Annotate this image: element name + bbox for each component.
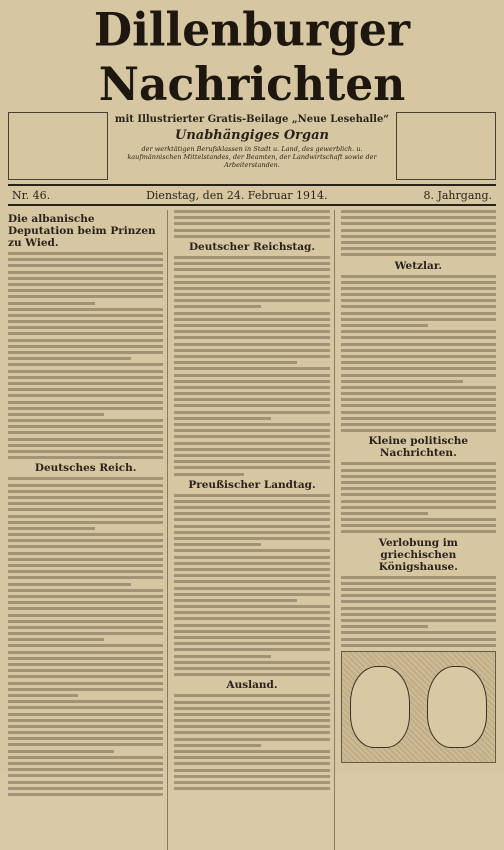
text-line	[8, 787, 163, 790]
text-line	[174, 661, 329, 664]
text-line	[8, 252, 163, 255]
text-line	[174, 556, 329, 559]
text-line	[174, 343, 329, 346]
text-line	[174, 448, 329, 451]
supplement-note: mit Illustrierter Gratis-Beilage „Neue Lesehalle“	[114, 114, 390, 125]
text-line	[8, 484, 163, 487]
text-line	[174, 611, 329, 614]
text-line	[174, 324, 329, 327]
text-line	[341, 305, 496, 308]
text-line	[8, 589, 163, 592]
text-line	[8, 339, 163, 342]
headline-wetzlar: Wetzlar.	[394, 259, 443, 272]
text-line	[174, 599, 297, 602]
organ-subtitle: der werktätigen Berufsklassen in Stadt u. Land, des gewerblich. u. kaufmännischen Mittelstandes, der Beamten, der Landwirtschaft sowie der Arbeiterstanden.	[127, 145, 377, 169]
text-line	[174, 694, 329, 697]
text-line	[341, 481, 496, 484]
text-line	[8, 663, 163, 666]
text-line	[174, 738, 329, 741]
text-line	[341, 512, 428, 515]
text-line	[174, 235, 329, 238]
text-line	[341, 613, 496, 616]
text-line	[174, 268, 329, 271]
text-line	[8, 762, 163, 765]
text-line	[8, 283, 163, 286]
text-line	[174, 287, 329, 290]
left-info-box	[8, 112, 108, 180]
text-line	[341, 281, 496, 284]
text-line	[8, 456, 163, 459]
text-line	[341, 576, 496, 579]
text-line	[174, 466, 329, 469]
text-line	[341, 594, 496, 597]
text-line	[8, 450, 163, 453]
text-line	[341, 607, 496, 610]
text-line	[341, 229, 496, 232]
issue-year: 8. Jahrgang.	[423, 188, 492, 202]
text-line	[174, 707, 329, 710]
text-line	[174, 318, 329, 321]
text-line	[341, 241, 496, 244]
text-line	[174, 750, 329, 753]
text-line	[8, 595, 163, 598]
text-line	[341, 625, 428, 628]
text-line	[8, 419, 163, 422]
text-line	[174, 617, 329, 620]
text-line	[341, 524, 496, 527]
text-line	[8, 401, 163, 404]
masthead-subrow	[8, 112, 496, 182]
text-line	[174, 336, 329, 339]
text-line	[174, 380, 329, 383]
text-line	[174, 713, 329, 716]
text-line	[8, 774, 163, 777]
text-line	[174, 262, 329, 265]
column-1	[8, 210, 168, 850]
column-3-text-d	[341, 576, 496, 647]
text-line	[341, 404, 496, 407]
issue-number: Nr. 46.	[12, 188, 51, 202]
text-line	[174, 210, 329, 213]
text-line	[8, 490, 163, 493]
text-line	[8, 477, 163, 480]
text-line	[8, 413, 104, 416]
text-line	[174, 216, 329, 219]
text-line	[341, 312, 496, 315]
text-line	[8, 607, 163, 610]
text-line	[8, 407, 163, 410]
text-line	[341, 324, 428, 327]
text-line	[174, 512, 329, 515]
text-line	[341, 506, 496, 509]
text-line	[8, 781, 163, 784]
text-line	[8, 314, 163, 317]
text-line	[8, 289, 163, 292]
text-line	[8, 533, 163, 536]
text-line	[174, 305, 261, 308]
text-line	[174, 275, 329, 278]
column-1-text-b	[8, 477, 163, 796]
text-line	[341, 361, 496, 364]
text-line	[174, 648, 329, 651]
text-line	[174, 719, 329, 722]
text-line	[8, 675, 163, 678]
portrait-right	[427, 666, 487, 748]
text-line	[174, 374, 329, 377]
text-line	[341, 367, 496, 370]
text-line	[341, 500, 496, 503]
text-line	[8, 332, 163, 335]
text-line	[174, 673, 329, 676]
column-2-text-c	[174, 494, 329, 676]
right-info-box	[396, 112, 496, 180]
headline-verlobung: Verlobung im griechischen Königshause.	[378, 536, 458, 573]
text-line	[174, 605, 329, 608]
text-line	[8, 394, 163, 397]
text-line	[174, 411, 329, 414]
column-2	[174, 210, 334, 850]
headline-kleine: Kleine politische Nachrichten.	[368, 435, 469, 460]
column-2-text-a	[174, 210, 329, 238]
headline-landtag: Preußischer Landtag.	[188, 478, 316, 491]
text-line	[8, 620, 163, 623]
text-line	[174, 460, 329, 463]
text-line	[174, 361, 297, 364]
text-line	[174, 293, 329, 296]
text-line	[8, 539, 163, 542]
text-line	[174, 725, 329, 728]
text-line	[174, 386, 329, 389]
text-line	[341, 530, 496, 533]
text-line	[174, 775, 329, 778]
text-line	[8, 570, 163, 573]
text-line	[341, 330, 496, 333]
text-line	[8, 376, 163, 379]
text-line	[8, 558, 163, 561]
text-line	[8, 700, 163, 703]
text-line	[8, 527, 95, 530]
text-line	[174, 762, 329, 765]
text-line	[8, 706, 163, 709]
text-line	[8, 264, 163, 267]
text-line	[341, 411, 496, 414]
text-line	[341, 582, 496, 585]
text-line	[174, 281, 329, 284]
text-line	[8, 308, 163, 311]
text-line	[341, 355, 496, 358]
text-line	[174, 655, 270, 658]
issue-date: Dienstag, den 24. Februar 1914.	[146, 188, 328, 202]
text-line	[341, 287, 496, 290]
text-line	[341, 518, 496, 521]
text-line	[174, 756, 329, 759]
text-line	[174, 593, 329, 596]
column-2-text-b	[174, 256, 329, 476]
text-line	[8, 271, 163, 274]
text-line	[8, 357, 131, 360]
text-line	[174, 630, 329, 633]
text-line	[341, 318, 496, 321]
text-line	[174, 417, 270, 420]
text-line	[174, 500, 329, 503]
text-line	[174, 562, 329, 565]
text-line	[174, 429, 329, 432]
text-line	[8, 370, 163, 373]
text-line	[174, 731, 329, 734]
text-line	[8, 750, 114, 753]
text-line	[8, 326, 163, 329]
column-3-text-b	[341, 275, 496, 433]
text-line	[341, 417, 496, 420]
text-line	[8, 651, 163, 654]
text-line	[8, 694, 78, 697]
text-line	[8, 552, 163, 555]
text-line	[8, 431, 163, 434]
text-line	[174, 435, 329, 438]
text-line	[174, 531, 329, 534]
text-line	[174, 636, 329, 639]
text-line	[341, 343, 496, 346]
text-line	[8, 508, 163, 511]
text-line	[174, 744, 261, 747]
text-line	[8, 363, 163, 366]
text-line	[341, 588, 496, 591]
text-line	[174, 587, 329, 590]
text-line	[8, 295, 163, 298]
column-1-text-a	[8, 252, 163, 459]
text-line	[341, 336, 496, 339]
text-line	[174, 642, 329, 645]
headline-albanian: Die albanische Deputation beim Prinzen zu Wied.	[8, 213, 156, 249]
text-line	[341, 275, 496, 278]
column-2-text-d	[174, 694, 329, 790]
text-line	[341, 380, 464, 383]
text-line	[8, 657, 163, 660]
text-line	[8, 258, 163, 261]
portrait-left	[350, 666, 410, 748]
text-line	[8, 351, 163, 354]
text-line	[341, 619, 496, 622]
text-line	[174, 349, 329, 352]
text-line	[8, 614, 163, 617]
text-line	[8, 388, 163, 391]
text-line	[341, 210, 496, 213]
text-line	[8, 688, 163, 691]
text-line	[341, 475, 496, 478]
text-line	[174, 494, 329, 497]
column-3	[341, 210, 496, 850]
headline-reichstag: Deutscher Reichstag.	[188, 240, 316, 253]
text-line	[8, 632, 163, 635]
text-line	[174, 398, 329, 401]
text-line	[8, 719, 163, 722]
text-line	[8, 345, 163, 348]
text-line	[8, 515, 163, 518]
text-line	[341, 374, 496, 377]
text-line	[8, 496, 163, 499]
text-line	[174, 229, 329, 232]
text-line	[174, 222, 329, 225]
dateline	[8, 184, 496, 206]
text-line	[8, 382, 163, 385]
article-columns	[8, 210, 496, 850]
text-line	[174, 568, 329, 571]
masthead-title: Dillenburger Nachrichten	[93, 3, 411, 112]
text-line	[341, 349, 496, 352]
text-line	[8, 576, 163, 579]
text-line	[174, 454, 329, 457]
text-line	[174, 330, 329, 333]
text-line	[341, 487, 496, 490]
text-line	[8, 438, 163, 441]
text-line	[341, 299, 496, 302]
text-line	[174, 506, 329, 509]
text-line	[341, 423, 496, 426]
text-line	[8, 768, 163, 771]
text-line	[174, 580, 329, 583]
text-line	[8, 793, 163, 796]
text-line	[174, 299, 329, 302]
text-line	[174, 537, 329, 540]
text-line	[341, 631, 496, 634]
text-line	[8, 320, 163, 323]
text-line	[8, 502, 163, 505]
text-line	[8, 626, 163, 629]
text-line	[174, 781, 329, 784]
text-line	[174, 473, 244, 476]
organ-title: Unabhängiges Organ	[174, 128, 329, 143]
text-line	[8, 521, 163, 524]
text-line	[174, 355, 329, 358]
text-line	[8, 277, 163, 280]
text-line	[341, 398, 496, 401]
text-line	[174, 525, 329, 528]
text-line	[8, 644, 163, 647]
text-line	[174, 624, 329, 627]
text-line	[8, 669, 163, 672]
text-line	[341, 493, 496, 496]
text-line	[341, 462, 496, 465]
text-line	[174, 543, 261, 546]
text-line	[341, 216, 496, 219]
text-line	[8, 713, 163, 716]
text-line	[174, 423, 329, 426]
text-line	[8, 564, 163, 567]
headline-reich: Deutsches Reich.	[34, 462, 137, 475]
text-line	[8, 737, 163, 740]
text-line	[8, 638, 104, 641]
text-line	[174, 769, 329, 772]
text-line	[174, 312, 329, 315]
text-line	[341, 386, 496, 389]
text-line	[341, 638, 496, 641]
text-line	[8, 302, 95, 305]
text-line	[174, 256, 329, 259]
text-line	[174, 367, 329, 370]
text-line	[341, 644, 496, 647]
column-3-text-a	[341, 210, 496, 256]
column-3-text-c	[341, 462, 496, 533]
text-line	[341, 247, 496, 250]
text-line	[8, 545, 163, 548]
text-line	[174, 787, 329, 790]
text-line	[341, 392, 496, 395]
text-line	[174, 518, 329, 521]
text-line	[8, 601, 163, 604]
text-line	[174, 404, 329, 407]
text-line	[8, 743, 163, 746]
text-line	[341, 429, 496, 432]
text-line	[174, 574, 329, 577]
text-line	[174, 549, 329, 552]
text-line	[8, 425, 163, 428]
text-line	[8, 725, 163, 728]
text-line	[8, 682, 163, 685]
text-line	[8, 731, 163, 734]
text-line	[8, 444, 163, 447]
headline-ausland: Ausland.	[226, 679, 278, 692]
text-line	[174, 701, 329, 704]
text-line	[174, 392, 329, 395]
portrait-illustration	[341, 651, 496, 763]
text-line	[341, 600, 496, 603]
text-line	[341, 222, 496, 225]
text-line	[8, 756, 163, 759]
text-line	[174, 442, 329, 445]
text-line	[8, 583, 131, 586]
text-line	[341, 469, 496, 472]
text-line	[174, 667, 329, 670]
text-line	[341, 253, 496, 256]
text-line	[341, 293, 496, 296]
text-line	[341, 235, 496, 238]
masthead-center	[114, 112, 390, 169]
